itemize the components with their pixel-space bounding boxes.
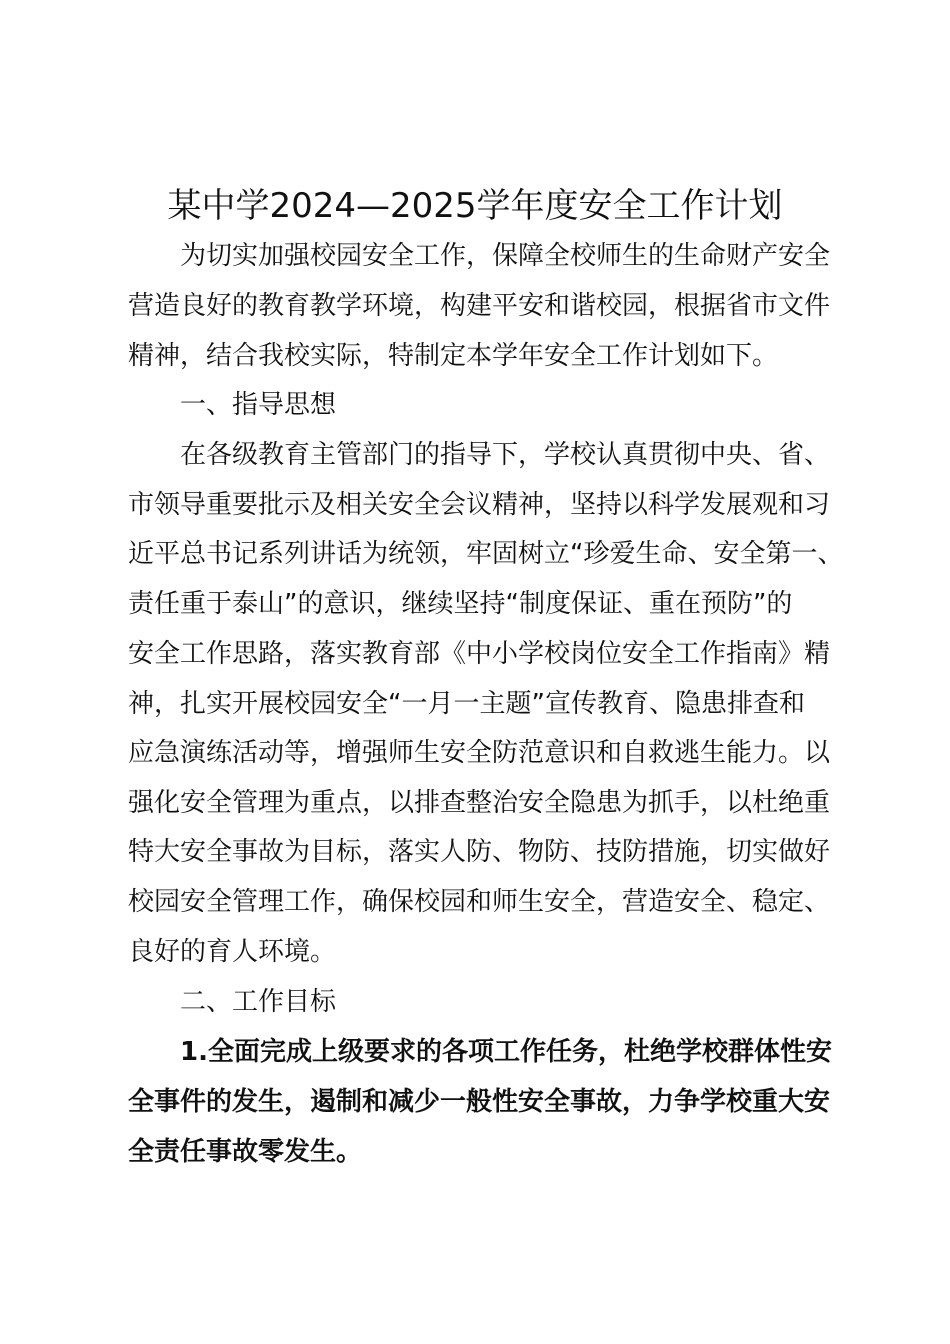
paragraph-line-1: 在各级教育主管部门的指导下，学校认真贯彻中央、省、 (180, 440, 831, 470)
paragraph-line-2: 市领导重要批示及相关安全会议精神，坚持以科学发展观和习 (128, 490, 831, 520)
paragraph-line-4: 责任重于泰山”的意识，继续坚持“制度保证、重在预防”的 (128, 589, 793, 619)
goal-line-3: 全责任事故零发生。 (128, 1137, 363, 1167)
paragraph-line-6: 神，扎实开展校园安全“一月一主题”宣传教育、隐患排查和 (128, 689, 805, 719)
intro-line-1: 为切实加强校园安全工作，保障全校师生的生命财产安全 (180, 241, 831, 271)
section-heading-work-goals: 二、工作目标 (180, 987, 337, 1017)
section-heading-guiding-ideology: 一、指导思想 (180, 390, 337, 420)
intro-line-2: 营造良好的教育教学环境，构建平安和谐校园，根据省市文件 (128, 291, 831, 321)
paragraph-line-7: 应急演练活动等，增强师生安全防范意识和自救逃生能力。以 (128, 738, 831, 768)
paragraph-line-10: 校园安全管理工作，确保校园和师生安全，营造安全、稳定、 (128, 887, 831, 917)
paragraph-line-8: 强化安全管理为重点，以排查整治安全隐患为抓手，以杜绝重 (128, 788, 831, 818)
paragraph-line-11: 良好的育人环境。 (128, 937, 337, 967)
goal-line-2: 全事件的发生，遏制和减少一般性安全事故，力争学校重大安 (128, 1087, 831, 1117)
paragraph-line-5: 安全工作思路，落实教育部《中小学校岗位安全工作指南》精 (128, 639, 831, 669)
document-title: 某中学2024—2025学年度安全工作计划 (167, 186, 783, 226)
intro-line-3: 精神，结合我校实际，特制定本学年安全工作计划如下。 (128, 341, 779, 371)
paragraph-line-9: 特大安全事故为目标，落实人防、物防、技防措施，切实做好 (128, 837, 831, 867)
paragraph-line-3: 近平总书记系列讲话为统领，牢固树立“珍爱生命、安全第一、 (128, 539, 844, 569)
goal-line-1: 1.全面完成上级要求的各项工作任务，杜绝学校群体性安 (180, 1037, 832, 1067)
